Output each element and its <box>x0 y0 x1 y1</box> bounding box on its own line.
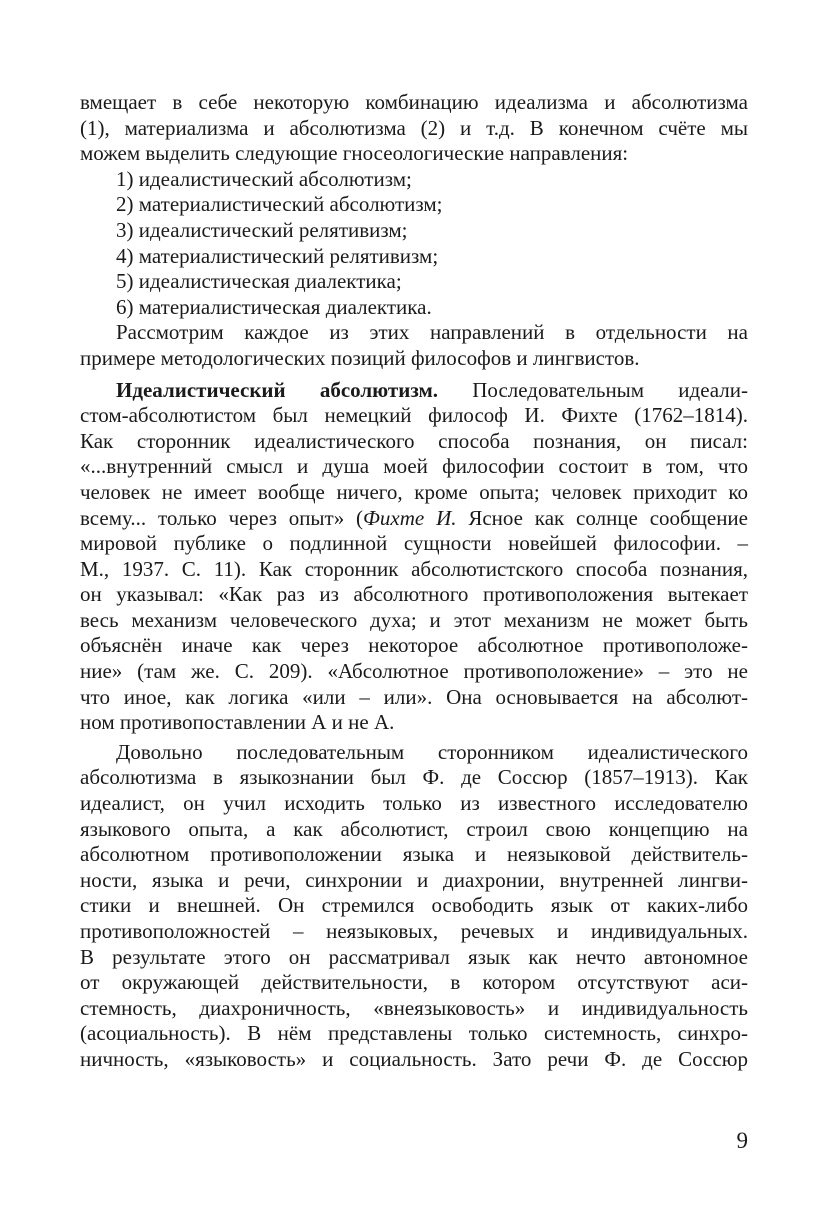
citation-author: Фихте И. <box>363 505 457 530</box>
text-line: Рассмотрим каждое из этих направлений в отдельности на <box>116 320 748 345</box>
text-line: стемность, диахроничность, «внеязыковость» и индивидуальность <box>80 995 748 1020</box>
text-line: Как сторонник идеалистического способа познания, он писал: <box>80 428 748 453</box>
text-line: идеалист, он учил исходить только из известного исследователю <box>80 791 748 816</box>
text-line: М., 1937. С. 11). Как сторонник абсолютистского способа познания, <box>80 556 748 581</box>
citation-line <box>80 506 748 532</box>
text-fragment: Последовательным идеали- <box>438 377 749 402</box>
text-line: он указывал: «Как раз из абсолютного противоположения вытекает <box>80 582 748 607</box>
text-line: стики и внешней. Он стремился освободить язык от каких-либо <box>80 893 748 918</box>
text-line: «...внутренний смысл и душа моей философии состоит в том, что <box>80 454 748 479</box>
text-line: ние» (там же. С. 209). «Абсолютное противоположение» – это не <box>80 659 748 684</box>
text-line: человек не имеет вообще ничего, кроме опыта; человек приходит ко <box>80 479 748 504</box>
text-line: мировой публике о подлинной сущности новейшей философии. – <box>80 531 748 556</box>
text-line: от окружающей действительности, в котором отсутствуют аси- <box>80 970 748 995</box>
text-line: (асоциальность). В нём представлены только системность, синхро- <box>80 1021 748 1046</box>
section-heading: Идеалистический абсолютизм. <box>116 377 439 402</box>
text-line: объяснён иначе как через некоторое абсолютное противоположе- <box>80 633 748 658</box>
text-fragment: всему... только через опыт» ( <box>80 505 364 530</box>
list-item: 3) идеалистический релятивизм; <box>116 217 408 242</box>
page-number: 9 <box>736 1128 748 1153</box>
text-line: примере методологических позиций философов и лингвистов. <box>80 345 640 370</box>
list-item: 5) идеалистическая диалектика; <box>116 269 402 294</box>
list-item: 1) идеалистический абсолютизм; <box>116 166 412 191</box>
paragraph-saussure <box>80 740 748 1073</box>
text-line: В результате этого он рассматривал язык как нечто автономное <box>80 944 748 969</box>
text-line: ности, языка и речи, синхронии и диахронии, внутренней лингви- <box>80 867 748 892</box>
text-line: языкового опыта, а как абсолютист, строил свою концепцию на <box>80 816 748 841</box>
text-line: вмещает в себе некоторую комбинацию идеализма и абсолютизма <box>80 90 748 114</box>
paragraph-overview <box>80 320 748 371</box>
text-line: что иное, как логика «или – или». Она основывается на абсолют- <box>80 684 748 709</box>
list-item: 4) материалистический релятивизм; <box>116 243 439 268</box>
text-line: абсолютизма в языкознании был Ф. де Соссюр (1857–1913). Как <box>80 765 748 790</box>
directions-list <box>80 167 748 321</box>
list-item: 2) материалистический абсолютизм; <box>116 192 443 217</box>
text-line <box>80 378 748 404</box>
text-line: можем выделить следующие гносеологические направления: <box>80 141 629 166</box>
text-line: весь механизм человеческого духа; и этот механизм не может быть <box>80 607 748 632</box>
list-item: 6) материалистическая диалектика. <box>116 294 432 319</box>
text-line: стом-абсолютистом был немецкий философ И. Фихте (1762–1814). <box>80 403 748 428</box>
text-line: противоположностей – неязыковых, речевых и индивидуальных. <box>80 919 748 943</box>
paragraph-idealistic-absolutism <box>80 378 748 736</box>
paragraph-intro <box>80 90 748 167</box>
text-fragment: Ясное как солнце сообщение <box>456 505 748 530</box>
text-line: Довольно последовательным сторонником идеалистического <box>116 739 748 764</box>
page-body <box>80 90 748 1073</box>
text-line: ничность, «языковость» и социальность. Зато речи Ф. де Соссюр <box>80 1046 748 1071</box>
text-line: абсолютном противоположении языка и неязыковой действитель- <box>80 842 748 867</box>
text-line: (1), материализма и абсолютизма (2) и т.д. В конечном счёте мы <box>80 115 748 140</box>
text-line: ном противопоставлении А и не А. <box>80 710 395 735</box>
